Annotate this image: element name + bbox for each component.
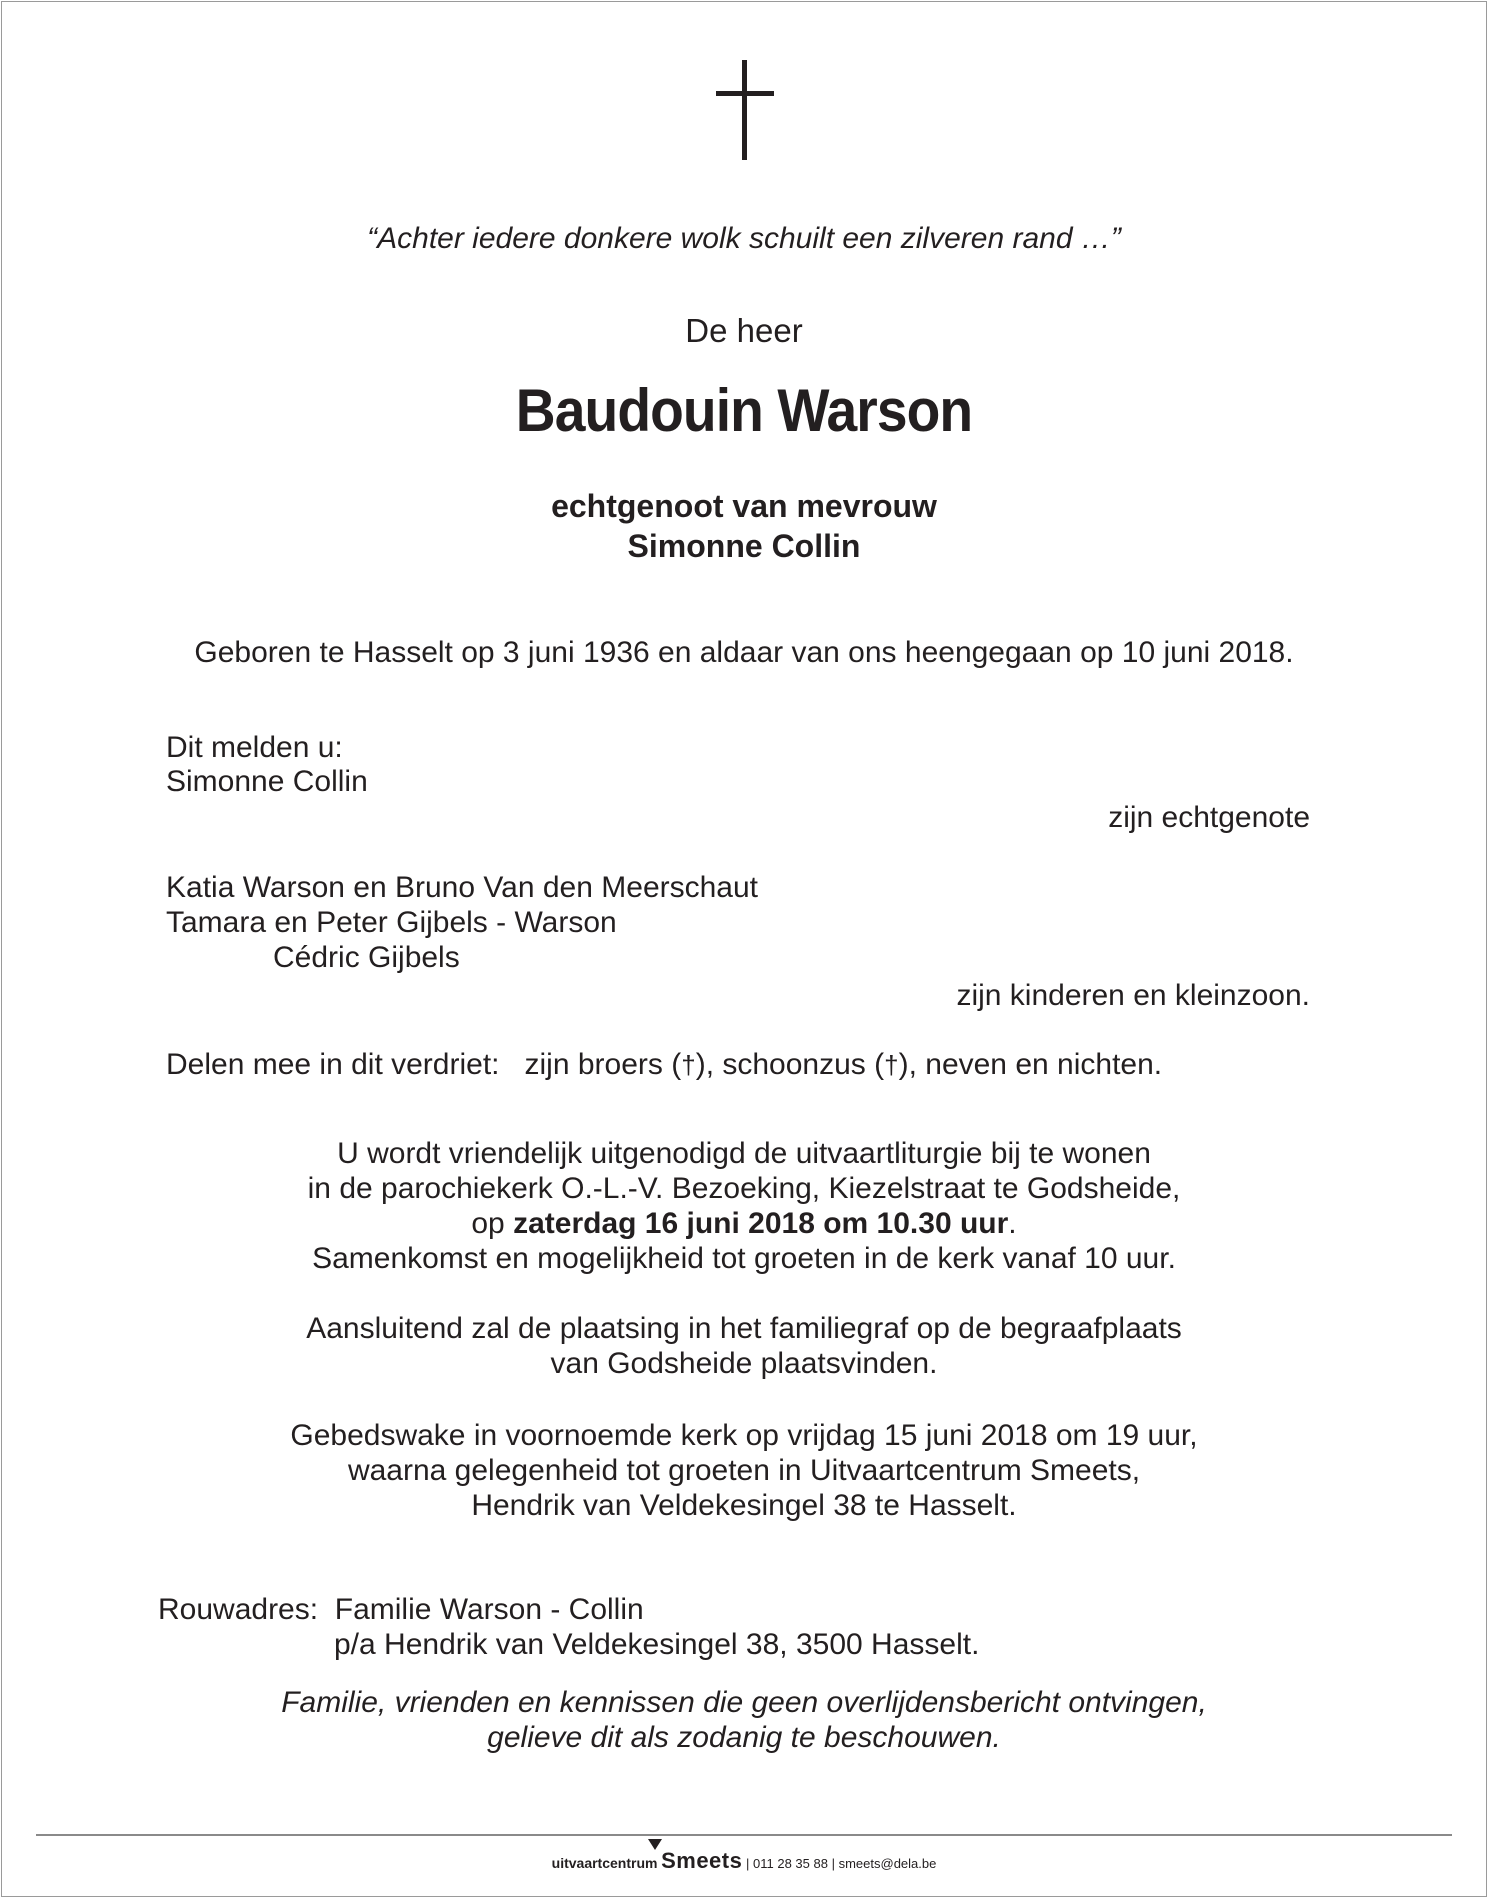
spouse-block — [0, 486, 1488, 566]
sharing-line — [166, 1047, 1162, 1083]
footer — [0, 1848, 1488, 1874]
announcer-child-1: Katia Warson en Bruno Van den Meerschaut — [166, 871, 759, 904]
invitation-line-3-suffix: . — [1008, 1207, 1017, 1240]
latin-cross-icon — [716, 60, 774, 160]
wake-line-2: waarna gelegenheid tot groeten in Uitvaartcentrum Smeets, — [347, 1454, 1141, 1487]
footer-brand-prefix: uitvaartcentrum — [551, 1855, 658, 1871]
closing-line-1: Familie, vrienden en kennissen die geen overlijdensbericht ontvingen, — [281, 1686, 1207, 1719]
burial-line-2: van Godsheide plaatsvinden. — [550, 1347, 938, 1380]
burial-line-1: Aansluitend zal de plaatsing in het familiegraf op de begraafplaats — [306, 1312, 1182, 1345]
footer-separator: | — [745, 1856, 750, 1871]
announcer-grandchild: Cédric Gijbels — [273, 941, 460, 974]
deceased-cross-icon: † — [884, 1050, 899, 1080]
announcers-intro: Dit melden u: — [166, 731, 343, 764]
burial-notice — [0, 1311, 1488, 1381]
invitation-line-3-prefix: op — [471, 1207, 514, 1240]
closing-line-2: gelieve dit als zodanig te beschouwen. — [487, 1721, 1001, 1754]
footer-brand-name: Smeets — [661, 1848, 743, 1873]
invitation-line-1: U wordt vriendelijk uitgenodigd de uitvaartliturgie bij te wonen — [337, 1137, 1151, 1170]
sharing-prefix: Delen mee in dit verdriet: — [166, 1048, 500, 1081]
spouse-name: Simonne Collin — [627, 528, 861, 564]
sharing-part-3: ), neven en nichten. — [898, 1048, 1163, 1081]
deceased-name: Baudouin Warson — [515, 377, 973, 444]
children-role: zijn kinderen en kleinzoon. — [956, 979, 1310, 1012]
salutation: De heer — [685, 312, 803, 349]
funeral-datetime: zaterdag 16 juni 2018 om 10.30 uur — [513, 1207, 1009, 1240]
invitation-line-4: Samenkomst en mogelijkheid tot groeten in de kerk vanaf 10 uur. — [312, 1242, 1176, 1275]
birth-death-statement: Geboren te Hasselt op 3 juni 1936 en aldaar van ons heengegaan op 10 juni 2018. — [194, 636, 1294, 669]
footer-divider — [36, 1834, 1452, 1836]
invitation-line-2: in de parochiekerk O.-L.-V. Bezoeking, Kiezelstraat te Godsheide, — [307, 1172, 1181, 1205]
wake-notice — [0, 1418, 1488, 1523]
invitation-line-3 — [0, 1206, 1488, 1241]
wake-line-1: Gebedswake in voornoemde kerk op vrijdag 15 juni 2018 om 19 uur, — [290, 1419, 1198, 1452]
footer-email: smeets@dela.be — [838, 1856, 937, 1871]
spouse-intro: echtgenoot van mevrouw — [551, 488, 937, 524]
sharing-part-2: ), schoonzus ( — [695, 1048, 885, 1081]
mourning-address-label — [158, 1592, 644, 1628]
deceased-cross-icon: † — [681, 1050, 696, 1080]
address-street: p/a Hendrik van Veldekesingel 38, 3500 Hasselt. — [334, 1628, 980, 1661]
spouse-role: zijn echtgenote — [1108, 801, 1310, 834]
address-family: Familie Warson - Collin — [334, 1593, 644, 1626]
footer-separator: | — [831, 1856, 835, 1871]
opening-quote: “Achter iedere donkere wolk schuilt een zilveren rand …” — [367, 222, 1121, 255]
sharing-part-1: zijn broers ( — [524, 1048, 682, 1081]
wake-line-3: Hendrik van Veldekesingel 38 te Hasselt. — [471, 1489, 1017, 1522]
announcer-child-2: Tamara en Peter Gijbels - Warson — [166, 906, 617, 939]
footer-phone: 011 28 35 88 — [753, 1856, 828, 1871]
address-label: Rouwadres: — [158, 1593, 319, 1626]
closing-note — [0, 1685, 1488, 1755]
announcer-spouse: Simonne Collin — [166, 765, 368, 798]
funeral-invitation — [0, 1136, 1488, 1276]
